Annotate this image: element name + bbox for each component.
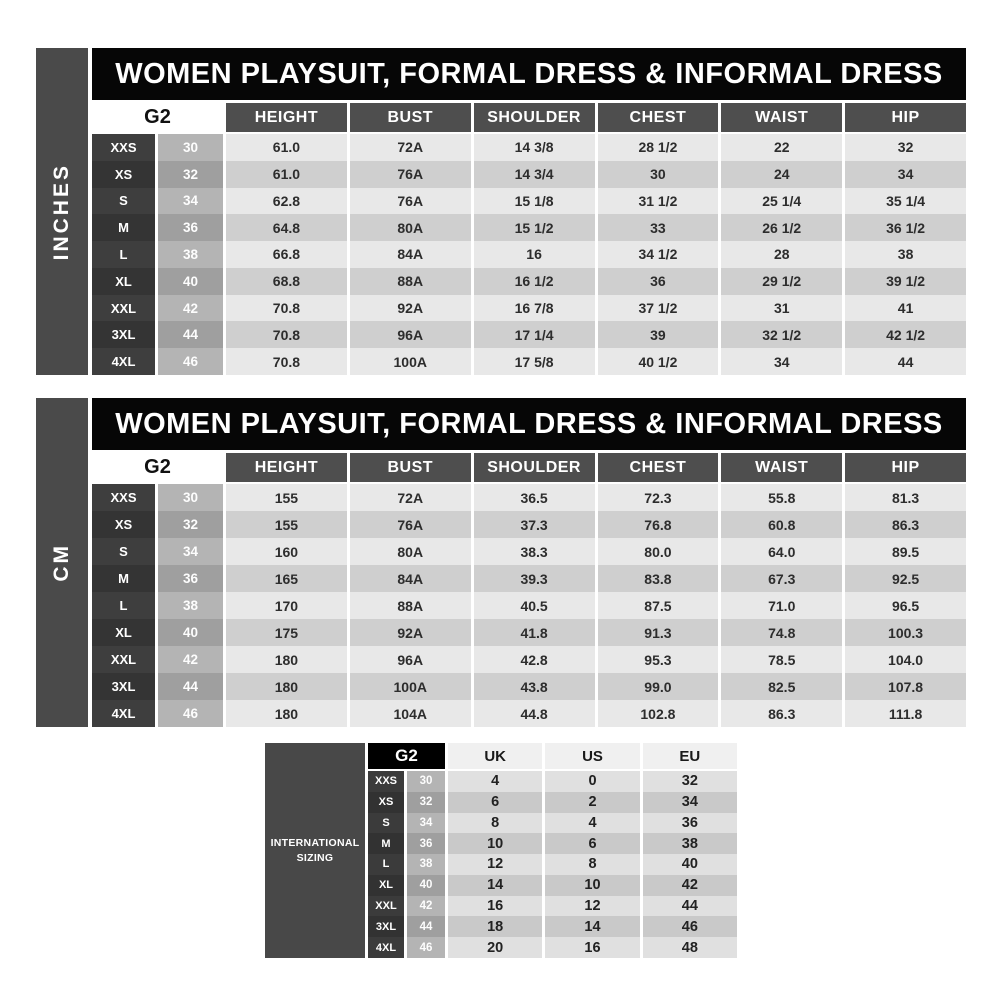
value-cell-shoulder: 37.3 — [474, 511, 595, 538]
value-cell-shoulder: 15 1/2 — [474, 214, 595, 241]
inches-table-title: WOMEN PLAYSUIT, FORMAL DRESS & INFORMAL DRESS — [92, 48, 966, 100]
value-cell-waist: 24 — [721, 161, 842, 188]
g2-number-cell: 42 — [158, 646, 223, 673]
value-cell-chest: 91.3 — [598, 619, 719, 646]
value-cell-height: 62.8 — [226, 188, 347, 215]
value-cell-shoulder: 16 7/8 — [474, 295, 595, 322]
value-cell-hip: 39 1/2 — [845, 268, 966, 295]
value-cell-height: 160 — [226, 538, 347, 565]
g2-number-cell: 30 — [158, 134, 223, 161]
international-table-content — [368, 743, 737, 958]
value-cell-height: 180 — [226, 673, 347, 700]
cm-unit-label: CM — [50, 543, 73, 582]
value-cell-bust: 76A — [350, 188, 471, 215]
size-label-cell: 3XL — [92, 673, 155, 700]
value-cell-chest: 76.8 — [598, 511, 719, 538]
value-cell-waist: 71.0 — [721, 592, 842, 619]
value-cell-height: 66.8 — [226, 241, 347, 268]
value-cell-us: 14 — [545, 916, 639, 937]
size-label-cell: S — [92, 188, 155, 215]
value-cell-hip: 44 — [845, 348, 966, 375]
value-cell-waist: 28 — [721, 241, 842, 268]
g2-number-cell: 36 — [158, 565, 223, 592]
g2-number-cell: 36 — [407, 833, 445, 854]
value-cell-chest: 72.3 — [598, 484, 719, 511]
value-cell-bust: 104A — [350, 700, 471, 727]
value-cell-height: 70.8 — [226, 295, 347, 322]
column-header-height: HEIGHT — [226, 103, 347, 132]
value-cell-uk: 10 — [448, 833, 542, 854]
value-cell-height: 155 — [226, 511, 347, 538]
value-cell-bust: 96A — [350, 321, 471, 348]
value-cell-bust: 88A — [350, 592, 471, 619]
g2-number-cell: 34 — [407, 813, 445, 834]
value-cell-height: 61.0 — [226, 134, 347, 161]
size-label-cell: XXL — [368, 896, 404, 917]
value-cell-waist: 34 — [721, 348, 842, 375]
column-header-shoulder: SHOULDER — [474, 103, 595, 132]
international-table-body — [368, 771, 737, 958]
value-cell-us: 6 — [545, 833, 639, 854]
value-cell-uk: 18 — [448, 916, 542, 937]
inches-table-content — [92, 48, 966, 375]
value-cell-height: 61.0 — [226, 161, 347, 188]
size-label-cell: XXS — [368, 771, 404, 792]
g2-number-cell: 44 — [407, 916, 445, 937]
value-cell-shoulder: 40.5 — [474, 592, 595, 619]
value-cell-chest: 34 1/2 — [598, 241, 719, 268]
value-cell-bust: 100A — [350, 348, 471, 375]
value-cell-eu: 48 — [643, 937, 737, 958]
value-cell-waist: 26 1/2 — [721, 214, 842, 241]
value-cell-uk: 4 — [448, 771, 542, 792]
g2-number-cell: 40 — [158, 268, 223, 295]
value-cell-hip: 36 1/2 — [845, 214, 966, 241]
size-label-cell: 4XL — [92, 348, 155, 375]
g2-number-cell: 46 — [407, 937, 445, 958]
g2-number-cell: 32 — [407, 792, 445, 813]
value-cell-height: 165 — [226, 565, 347, 592]
value-cell-shoulder: 16 1/2 — [474, 268, 595, 295]
value-cell-chest: 40 1/2 — [598, 348, 719, 375]
column-header-uk: UK — [448, 743, 542, 769]
size-label-cell: L — [92, 241, 155, 268]
value-cell-waist: 78.5 — [721, 646, 842, 673]
g2-number-cell: 34 — [158, 188, 223, 215]
value-cell-eu: 40 — [643, 854, 737, 875]
value-cell-uk: 14 — [448, 875, 542, 896]
value-cell-shoulder: 16 — [474, 241, 595, 268]
g2-header-cell: G2 — [92, 103, 223, 132]
value-cell-chest: 33 — [598, 214, 719, 241]
size-label-cell: S — [368, 813, 404, 834]
size-label-cell: XS — [92, 511, 155, 538]
value-cell-bust: 80A — [350, 214, 471, 241]
column-header-chest: CHEST — [598, 453, 719, 482]
size-label-cell: L — [92, 592, 155, 619]
value-cell-waist: 67.3 — [721, 565, 842, 592]
value-cell-eu: 44 — [643, 896, 737, 917]
value-cell-height: 70.8 — [226, 321, 347, 348]
g2-number-cell: 44 — [158, 673, 223, 700]
g2-header-cell: G2 — [92, 453, 223, 482]
size-label-cell: 4XL — [368, 937, 404, 958]
value-cell-hip: 92.5 — [845, 565, 966, 592]
value-cell-eu: 42 — [643, 875, 737, 896]
g2-header-cell: G2 — [368, 743, 445, 769]
value-cell-bust: 72A — [350, 484, 471, 511]
international-sizing-label — [265, 743, 365, 958]
column-header-bust: BUST — [350, 453, 471, 482]
inches-header-row — [92, 103, 966, 132]
column-header-bust: BUST — [350, 103, 471, 132]
value-cell-height: 155 — [226, 484, 347, 511]
column-header-height: HEIGHT — [226, 453, 347, 482]
size-label-cell: M — [368, 833, 404, 854]
value-cell-hip: 96.5 — [845, 592, 966, 619]
value-cell-chest: 80.0 — [598, 538, 719, 565]
value-cell-chest: 39 — [598, 321, 719, 348]
g2-number-cell: 46 — [158, 700, 223, 727]
size-label-cell: XXS — [92, 484, 155, 511]
value-cell-hip: 89.5 — [845, 538, 966, 565]
inches-unit-rail — [36, 48, 88, 375]
value-cell-us: 2 — [545, 792, 639, 813]
g2-number-cell: 46 — [158, 348, 223, 375]
value-cell-shoulder: 44.8 — [474, 700, 595, 727]
international-table — [265, 743, 737, 958]
value-cell-eu: 46 — [643, 916, 737, 937]
value-cell-height: 175 — [226, 619, 347, 646]
value-cell-chest: 95.3 — [598, 646, 719, 673]
size-label-cell: XL — [92, 268, 155, 295]
value-cell-waist: 60.8 — [721, 511, 842, 538]
g2-number-cell: 44 — [158, 321, 223, 348]
cm-table-content — [92, 398, 966, 727]
g2-number-cell: 30 — [158, 484, 223, 511]
size-label-cell: XL — [92, 619, 155, 646]
value-cell-hip: 34 — [845, 161, 966, 188]
value-cell-height: 64.8 — [226, 214, 347, 241]
value-cell-shoulder: 42.8 — [474, 646, 595, 673]
value-cell-hip: 100.3 — [845, 619, 966, 646]
cm-header-row — [92, 453, 966, 482]
column-header-shoulder: SHOULDER — [474, 453, 595, 482]
column-header-chest: CHEST — [598, 103, 719, 132]
value-cell-chest: 28 1/2 — [598, 134, 719, 161]
value-cell-chest: 37 1/2 — [598, 295, 719, 322]
value-cell-shoulder: 43.8 — [474, 673, 595, 700]
value-cell-waist: 82.5 — [721, 673, 842, 700]
value-cell-waist: 29 1/2 — [721, 268, 842, 295]
value-cell-shoulder: 41.8 — [474, 619, 595, 646]
value-cell-eu: 38 — [643, 833, 737, 854]
column-header-waist: WAIST — [721, 103, 842, 132]
size-label-cell: 3XL — [92, 321, 155, 348]
value-cell-shoulder: 17 1/4 — [474, 321, 595, 348]
size-label-cell: M — [92, 214, 155, 241]
column-header-hip: HIP — [845, 453, 966, 482]
inches-table-body — [92, 134, 966, 375]
value-cell-chest: 87.5 — [598, 592, 719, 619]
value-cell-shoulder: 15 1/8 — [474, 188, 595, 215]
value-cell-uk: 8 — [448, 813, 542, 834]
column-header-hip: HIP — [845, 103, 966, 132]
value-cell-eu: 36 — [643, 813, 737, 834]
g2-number-cell: 40 — [407, 875, 445, 896]
size-label-cell: XXL — [92, 646, 155, 673]
value-cell-hip: 42 1/2 — [845, 321, 966, 348]
g2-number-cell: 30 — [407, 771, 445, 792]
value-cell-bust: 92A — [350, 619, 471, 646]
g2-number-cell: 34 — [158, 538, 223, 565]
value-cell-hip: 81.3 — [845, 484, 966, 511]
g2-number-cell: 32 — [158, 161, 223, 188]
international-header-row — [368, 743, 737, 769]
value-cell-chest: 83.8 — [598, 565, 719, 592]
cm-unit-rail — [36, 398, 88, 727]
column-header-eu: EU — [643, 743, 737, 769]
value-cell-hip: 32 — [845, 134, 966, 161]
value-cell-eu: 32 — [643, 771, 737, 792]
value-cell-us: 12 — [545, 896, 639, 917]
value-cell-hip: 104.0 — [845, 646, 966, 673]
g2-number-cell: 36 — [158, 214, 223, 241]
value-cell-hip: 41 — [845, 295, 966, 322]
value-cell-height: 180 — [226, 646, 347, 673]
g2-number-cell: 38 — [158, 241, 223, 268]
value-cell-hip: 35 1/4 — [845, 188, 966, 215]
value-cell-hip: 86.3 — [845, 511, 966, 538]
value-cell-eu: 34 — [643, 792, 737, 813]
value-cell-bust: 92A — [350, 295, 471, 322]
value-cell-us: 16 — [545, 937, 639, 958]
value-cell-us: 4 — [545, 813, 639, 834]
g2-number-cell: 38 — [158, 592, 223, 619]
value-cell-shoulder: 14 3/8 — [474, 134, 595, 161]
value-cell-height: 180 — [226, 700, 347, 727]
g2-number-cell: 40 — [158, 619, 223, 646]
value-cell-shoulder: 39.3 — [474, 565, 595, 592]
g2-number-cell: 42 — [407, 896, 445, 917]
value-cell-chest: 30 — [598, 161, 719, 188]
g2-number-cell: 32 — [158, 511, 223, 538]
value-cell-us: 8 — [545, 854, 639, 875]
size-label-cell: XXS — [92, 134, 155, 161]
value-cell-chest: 31 1/2 — [598, 188, 719, 215]
value-cell-bust: 76A — [350, 511, 471, 538]
value-cell-us: 0 — [545, 771, 639, 792]
value-cell-bust: 88A — [350, 268, 471, 295]
value-cell-chest: 102.8 — [598, 700, 719, 727]
value-cell-shoulder: 36.5 — [474, 484, 595, 511]
value-cell-shoulder: 17 5/8 — [474, 348, 595, 375]
value-cell-uk: 20 — [448, 937, 542, 958]
g2-number-cell: 38 — [407, 854, 445, 875]
value-cell-height: 170 — [226, 592, 347, 619]
value-cell-waist: 74.8 — [721, 619, 842, 646]
value-cell-hip: 111.8 — [845, 700, 966, 727]
g2-number-cell: 42 — [158, 295, 223, 322]
cm-table-body — [92, 484, 966, 727]
size-label-cell: 3XL — [368, 916, 404, 937]
value-cell-waist: 32 1/2 — [721, 321, 842, 348]
column-header-waist: WAIST — [721, 453, 842, 482]
value-cell-shoulder: 14 3/4 — [474, 161, 595, 188]
value-cell-bust: 84A — [350, 565, 471, 592]
value-cell-waist: 31 — [721, 295, 842, 322]
value-cell-bust: 72A — [350, 134, 471, 161]
value-cell-bust: 84A — [350, 241, 471, 268]
value-cell-bust: 76A — [350, 161, 471, 188]
value-cell-height: 70.8 — [226, 348, 347, 375]
value-cell-waist: 64.0 — [721, 538, 842, 565]
value-cell-bust: 96A — [350, 646, 471, 673]
value-cell-uk: 16 — [448, 896, 542, 917]
value-cell-uk: 12 — [448, 854, 542, 875]
cm-table-title: WOMEN PLAYSUIT, FORMAL DRESS & INFORMAL DRESS — [92, 398, 966, 450]
value-cell-bust: 80A — [350, 538, 471, 565]
value-cell-waist: 22 — [721, 134, 842, 161]
value-cell-height: 68.8 — [226, 268, 347, 295]
value-cell-waist: 55.8 — [721, 484, 842, 511]
value-cell-chest: 99.0 — [598, 673, 719, 700]
value-cell-chest: 36 — [598, 268, 719, 295]
column-header-us: US — [545, 743, 639, 769]
size-label-cell: S — [92, 538, 155, 565]
international-label-line2: SIZING — [296, 851, 334, 864]
value-cell-waist: 86.3 — [721, 700, 842, 727]
size-label-cell: 4XL — [92, 700, 155, 727]
size-label-cell: L — [368, 854, 404, 875]
value-cell-shoulder: 38.3 — [474, 538, 595, 565]
value-cell-waist: 25 1/4 — [721, 188, 842, 215]
size-label-cell: XS — [92, 161, 155, 188]
value-cell-us: 10 — [545, 875, 639, 896]
value-cell-uk: 6 — [448, 792, 542, 813]
inches-unit-label: INCHES — [50, 162, 73, 261]
value-cell-hip: 107.8 — [845, 673, 966, 700]
size-label-cell: M — [92, 565, 155, 592]
size-label-cell: XL — [368, 875, 404, 896]
value-cell-hip: 38 — [845, 241, 966, 268]
international-label-line1: INTERNATIONAL — [270, 837, 360, 850]
size-label-cell: XXL — [92, 295, 155, 322]
size-label-cell: XS — [368, 792, 404, 813]
value-cell-bust: 100A — [350, 673, 471, 700]
